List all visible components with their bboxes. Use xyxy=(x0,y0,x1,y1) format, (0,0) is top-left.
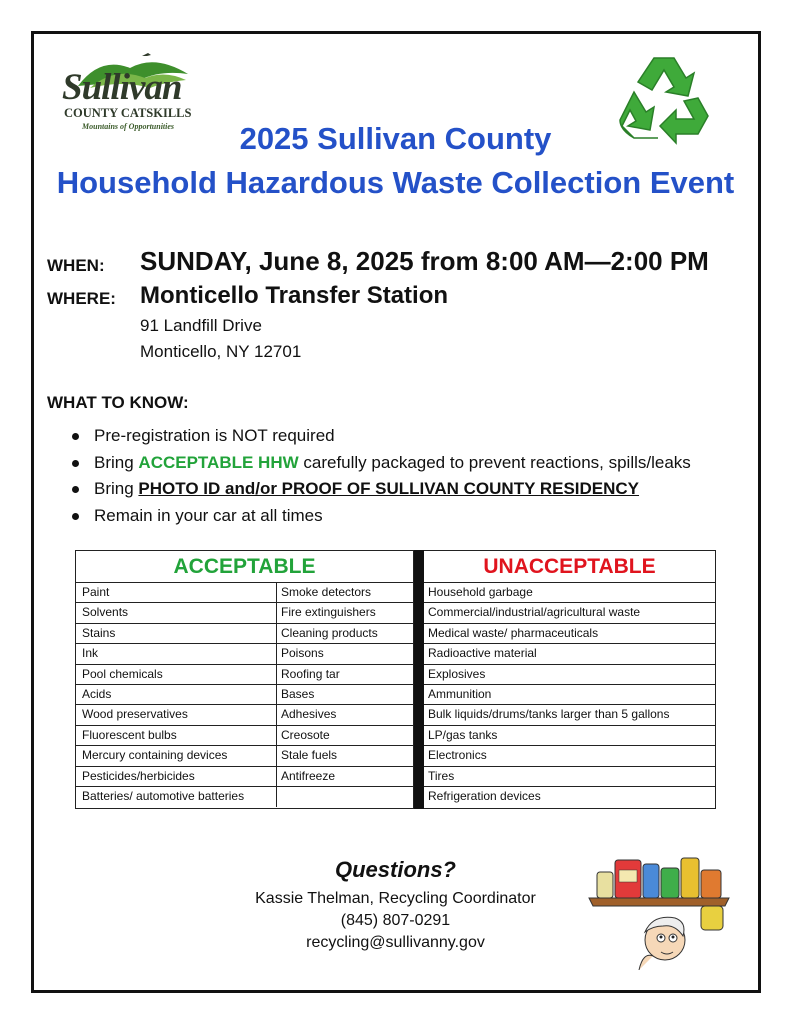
address-line-1: 91 Landfill Drive xyxy=(140,316,262,335)
photo-id-requirement: PHOTO ID and/or PROOF OF SULLIVAN COUNTY RESIDENCY xyxy=(138,479,640,498)
table-row xyxy=(76,665,413,685)
table-row xyxy=(424,726,715,746)
table-row xyxy=(424,644,715,664)
table-row xyxy=(424,767,715,787)
table-row xyxy=(76,644,413,664)
table-row xyxy=(424,746,715,766)
acceptable-column xyxy=(75,550,414,809)
waste-table xyxy=(75,550,716,809)
contact-name: Kassie Thelman, Recycling Coordinator xyxy=(255,890,536,907)
when-value: SUNDAY, June 8, 2025 from 8:00 AM—2:00 PM xyxy=(140,246,709,276)
table-cell: Stains xyxy=(76,624,277,643)
unacceptable-header: UNACCEPTABLE xyxy=(424,551,715,583)
table-cell: Ammunition xyxy=(428,686,492,701)
what-to-know-heading: WHAT TO KNOW: xyxy=(47,393,189,412)
bullet-text: Pre-registration is NOT required xyxy=(94,426,335,445)
logo-tagline: Mountains of Opportunities xyxy=(82,122,175,131)
table-row xyxy=(76,787,413,807)
table-cell: Creosote xyxy=(281,727,330,742)
table-row xyxy=(76,583,413,603)
table-cell: Poisons xyxy=(281,646,324,661)
list-item xyxy=(70,426,691,453)
table-row xyxy=(76,685,413,705)
table-row xyxy=(424,603,715,623)
table-row xyxy=(76,767,413,787)
chemical-shelf-cartoon-icon xyxy=(583,852,733,970)
title-line-2: Household Hazardous Waste Collection Event xyxy=(56,165,735,200)
logo-wordmark: Sullivan xyxy=(62,67,182,108)
table-cell: Cleaning products xyxy=(281,625,378,640)
table-cell: Tires xyxy=(428,768,455,783)
table-row xyxy=(424,624,715,644)
contact-email[interactable]: recycling@sullivanny.gov xyxy=(306,934,485,951)
logo-county-text: COUNTY CATSKILLS xyxy=(64,106,192,120)
table-row xyxy=(424,685,715,705)
table-cell: Paint xyxy=(76,583,277,602)
table-cell: Household garbage xyxy=(428,585,533,599)
list-item xyxy=(70,479,691,506)
questions-heading: Questions? xyxy=(334,857,456,882)
unacceptable-column xyxy=(424,550,716,809)
table-cell: Pool chemicals xyxy=(76,665,277,684)
acceptable-header: ACCEPTABLE xyxy=(76,551,413,583)
address-line-2: Monticello, NY 12701 xyxy=(140,342,302,361)
where-label: WHERE: xyxy=(47,289,116,308)
table-cell: Adhesives xyxy=(281,707,337,722)
table-cell: Roofing tar xyxy=(281,666,340,681)
where-value: Monticello Transfer Station xyxy=(140,282,449,309)
list-item xyxy=(70,506,691,533)
table-cell: Fire extinguishers xyxy=(281,605,376,620)
table-cell: Refrigeration devices xyxy=(428,788,541,803)
table-row xyxy=(424,705,715,725)
table-cell: Stale fuels xyxy=(281,748,338,763)
table-cell: Smoke detectors xyxy=(281,585,372,599)
table-cell: Explosives xyxy=(428,666,486,681)
table-cell: Radioactive material xyxy=(428,646,537,661)
table-cell: Acids xyxy=(76,685,277,704)
bullet-text: Bring xyxy=(94,452,139,472)
table-cell: Fluorescent bulbs xyxy=(76,726,277,745)
bullet-text: carefully packaged to prevent reactions, spills/leaks xyxy=(298,452,691,472)
table-row xyxy=(76,726,413,746)
what-to-know-list xyxy=(70,426,691,532)
table-cell: Solvents xyxy=(76,603,277,622)
acceptable-hhw-highlight: ACCEPTABLE HHW xyxy=(138,452,299,472)
table-cell xyxy=(277,787,413,807)
table-cell: Ink xyxy=(76,644,277,663)
table-cell: Bases xyxy=(281,686,315,701)
when-label: WHEN: xyxy=(47,256,105,275)
table-cell: Medical waste/ pharmaceuticals xyxy=(428,625,599,640)
table-cell: Batteries/ automotive batteries xyxy=(76,787,277,807)
table-row xyxy=(76,624,413,644)
table-row xyxy=(424,583,715,603)
table-row xyxy=(76,705,413,725)
bullet-text: Remain in your car at all times xyxy=(94,505,323,525)
table-cell: Wood preservatives xyxy=(76,705,277,724)
bullet-text: Bring xyxy=(94,479,139,498)
table-cell: Pesticides/herbicides xyxy=(76,767,277,786)
table-row xyxy=(424,787,715,807)
table-divider xyxy=(414,550,424,809)
table-cell: LP/gas tanks xyxy=(428,727,498,742)
table-cell: Antifreeze xyxy=(281,768,336,783)
table-cell: Bulk liquids/drums/tanks larger than 5 gallons xyxy=(428,707,670,722)
table-row xyxy=(76,603,413,623)
list-item xyxy=(70,453,691,480)
table-cell: Commercial/industrial/agricultural waste xyxy=(428,605,641,620)
title-line-1: 2025 Sullivan County xyxy=(239,121,552,156)
table-cell: Mercury containing devices xyxy=(76,746,277,765)
table-row xyxy=(76,746,413,766)
table-cell: Electronics xyxy=(428,748,487,763)
table-row xyxy=(424,665,715,685)
contact-phone[interactable]: (845) 807-0291 xyxy=(340,912,451,929)
